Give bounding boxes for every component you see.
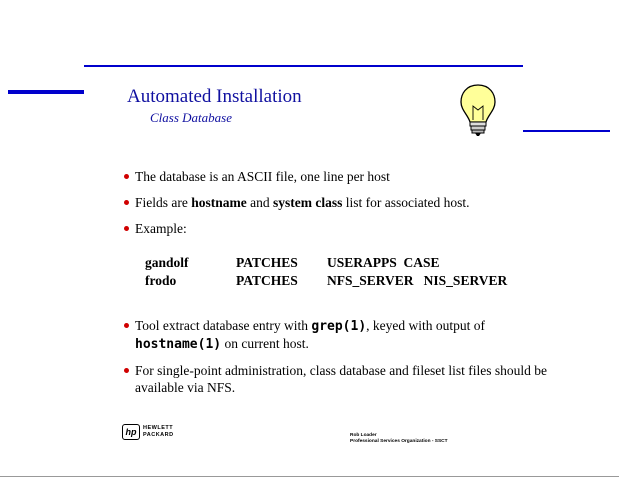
hp-badge-icon: hp: [122, 424, 140, 440]
lightbulb-icon: [458, 82, 498, 138]
left-rule: [8, 90, 84, 94]
bullet-text-pre: Fields are: [135, 195, 192, 210]
example-row: [145, 254, 507, 272]
bullet-dot: [124, 200, 129, 205]
bullet-code-grep: grep(1): [311, 319, 367, 334]
slide-subtitle: Class Database: [150, 110, 232, 125]
bullet-bold-hostname: hostname: [191, 195, 247, 210]
example-class-2: USERAPPS CASE: [327, 255, 440, 270]
hp-wordmark-line1: HEWLETT: [143, 425, 174, 431]
right-rule: [523, 130, 610, 132]
bullet-text-mid: , keyed with output of: [366, 318, 486, 333]
bullet-dot: [124, 368, 129, 373]
bullet-code-hostname: hostname(1): [135, 337, 222, 352]
example-host: gandolf: [145, 255, 189, 270]
list-item: [124, 168, 584, 185]
example-class-1: PATCHES: [236, 273, 298, 288]
top-rule: [84, 65, 523, 67]
bottom-rule: [0, 476, 619, 477]
list-item: [124, 362, 584, 396]
bullet-text-mid: and: [246, 195, 274, 210]
example-class-2: NFS_SERVER NIS_SERVER: [327, 273, 508, 288]
bullet-text-pre: Tool extract database entry with: [135, 318, 312, 333]
footer-credit: [350, 433, 448, 445]
example-class-1: PATCHES: [236, 255, 298, 270]
bullet-text: For single-point administration, class database and fileset list files should be available via NFS.: [135, 363, 548, 395]
bullet-list: [124, 168, 584, 246]
bullet-dot: [124, 174, 129, 179]
bullet-dot: [124, 226, 129, 231]
hp-wordmark: [143, 425, 174, 439]
bullet-dot: [124, 323, 129, 328]
bullet-text-post: list for associated host.: [342, 195, 470, 210]
list-item: [124, 220, 584, 237]
example-table: [145, 254, 507, 290]
bullet-text-post: on current host.: [221, 336, 309, 351]
bullet-text: The database is an ASCII file, one line per host: [135, 169, 390, 184]
bullet-list-2: [124, 317, 584, 405]
bullet-text: Example:: [135, 221, 187, 236]
hp-wordmark-line2: PACKARD: [143, 432, 174, 438]
slide-title: Automated Installation: [127, 86, 302, 107]
example-host: frodo: [145, 273, 177, 288]
list-item: [124, 194, 584, 211]
footer-author: Rob Loader: [350, 433, 377, 438]
list-item: [124, 317, 584, 353]
bullet-bold-system-class: system class: [273, 195, 343, 210]
hp-logo: [122, 424, 174, 440]
footer-org: Professional Services Organization - SSCT: [350, 439, 448, 444]
example-row: [145, 272, 507, 290]
